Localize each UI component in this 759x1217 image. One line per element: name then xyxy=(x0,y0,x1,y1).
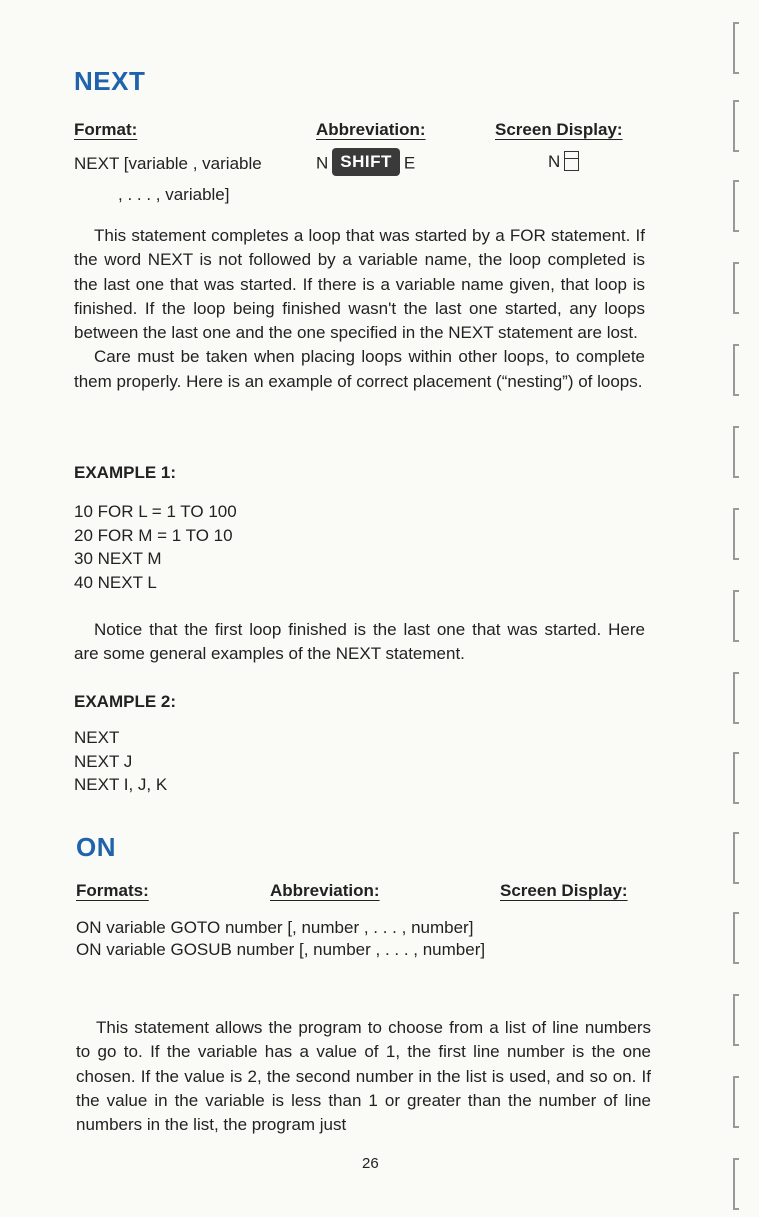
next-format-label: Format: xyxy=(74,120,138,139)
index-tab-mark xyxy=(733,508,739,560)
shift-key-icon: SHIFT xyxy=(332,148,400,176)
next-description-paragraph: Care must be taken when placing loops within other loops, to complete them properly. Here is an example of correct placement (“nesting”) of loops. xyxy=(74,347,645,391)
next-format-line-1: NEXT [variable , variable xyxy=(74,154,262,173)
next-screen-display-label: Screen Display: xyxy=(495,120,623,139)
index-tab-mark xyxy=(733,262,739,314)
index-tab-mark xyxy=(733,752,739,804)
index-tab-mark xyxy=(733,994,739,1046)
index-tab-mark xyxy=(733,590,739,642)
on-formats-label: Formats: xyxy=(76,881,149,900)
code-line: NEXT J xyxy=(74,751,133,771)
code-line: 40 NEXT L xyxy=(74,572,157,592)
index-tab-mark xyxy=(733,100,739,152)
next-notice xyxy=(74,618,645,667)
example-1-title: EXAMPLE 1: xyxy=(74,463,177,482)
code-line: NEXT xyxy=(74,728,120,747)
graphic-character-icon xyxy=(564,151,579,171)
next-abbreviation xyxy=(316,150,415,178)
code-line: 10 FOR L = 1 TO 100 xyxy=(74,502,237,521)
on-format-line-2: ON variable GOSUB number [, number , . . . , number] xyxy=(76,940,486,959)
next-screen-display xyxy=(548,152,579,173)
on-abbreviation-label: Abbreviation: xyxy=(270,881,380,900)
index-tab-mark xyxy=(733,912,739,964)
index-tab-mark xyxy=(733,344,739,396)
on-description-paragraph: This statement allows the program to choose from a list of line numbers to go to. If the variable has a value of 1, the first line number is the one chosen. If the value is 2, the second number in the list is used, and so on. If the value in the variable is less than 1 or greater than the number of line numbers in the list, the program just xyxy=(76,1018,651,1135)
index-tab-mark xyxy=(733,426,739,478)
index-tab-mark xyxy=(733,180,739,232)
on-description xyxy=(76,1016,651,1137)
code-line: NEXT I, J, K xyxy=(74,775,168,794)
next-description-paragraph: This statement completes a loop that was started by a FOR statement. If the word NEXT is not followed by a variable name, the loop completed is the last one that was started. If there is a variable name given, that loop is finished. If the loop being finished wasn't the last one started, any loops between the last one and the one specified in the NEXT statement are lost. xyxy=(74,226,645,343)
code-line: 20 FOR M = 1 TO 10 xyxy=(74,525,233,545)
example-1-code xyxy=(74,500,237,594)
index-tab-mark xyxy=(733,672,739,724)
on-screen-display-label: Screen Display: xyxy=(500,881,628,900)
next-abbreviation-label: Abbreviation: xyxy=(316,120,426,139)
index-tab-mark xyxy=(733,1076,739,1128)
next-title: NEXT xyxy=(74,66,146,96)
next-format-line-2: , . . . , variable] xyxy=(118,185,230,204)
page-number: 26 xyxy=(362,1155,379,1172)
index-tab-mark xyxy=(733,22,739,74)
next-description xyxy=(74,224,645,394)
screen-display-text: N xyxy=(548,152,561,171)
on-format-line-1: ON variable GOTO number [, number , . . . , number] xyxy=(76,918,474,937)
notice-paragraph: Notice that the first loop finished is the last one that was started. Here are some general examples of the NEXT statement. xyxy=(74,620,645,664)
index-tab-mark xyxy=(733,832,739,884)
abbr-prefix: N xyxy=(316,153,329,173)
example-2-title: EXAMPLE 2: xyxy=(74,692,177,711)
example-2-code xyxy=(74,726,167,797)
index-tab-mark xyxy=(733,1158,739,1210)
on-title: ON xyxy=(76,832,116,862)
code-line: 30 NEXT M xyxy=(74,549,162,568)
abbr-suffix: E xyxy=(403,153,416,173)
